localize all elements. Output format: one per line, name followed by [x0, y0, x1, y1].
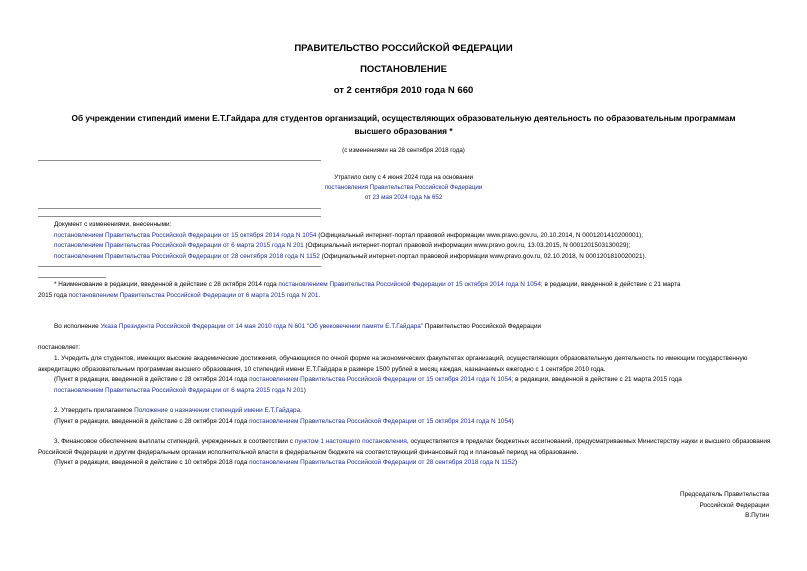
org-name: ПРАВИТЕЛЬСТВО РОССИЙСКОЙ ФЕДЕРАЦИИ [294, 43, 513, 54]
amendment-link[interactable]: постановлением Правительства Российской Федерации от 28 сентября 2018 года N 1152 [54, 252, 320, 260]
footnote-divider [38, 277, 106, 278]
amendment-source: (Официальный интернет-портал правовой информации www.pravo.gov.ru, 13.03.2015, N 0001201503130029); [303, 242, 631, 250]
item-3-text: 3. Финансовое обеспечение выплаты стипендий, учрежденных в соответствии с [54, 438, 295, 445]
signature-title: Председатель Правительства [680, 491, 769, 498]
footnote-text: ; в редакции, введенной в действие с 21 марта [540, 281, 681, 288]
signature-name: В.Путин [745, 512, 769, 519]
note-link[interactable]: постановлением Правительства Российской Федерации от 6 марта 2015 года N 201 [54, 386, 304, 394]
item-1-text: 1. Учредить для студентов, имеющих высокие академические достижения, обучающихся по очной форме на экономических факультетах организаций, осуществляющих образовательную деятельность по имеющим государственную аккредитацию образовательным программам высшего образования, 10 стипендий имени Е.Т.Гайдара в размере 1500 рублей в месяц каждая, назначаемых ежегодно с 1 сентября 2010 года. [38, 355, 748, 373]
divider [38, 216, 321, 217]
note-text: ) [514, 459, 518, 467]
note-text: ; в редакции, введенной в действие с 21 марта 2015 года [511, 376, 682, 384]
signature-org: Российской Федерации [699, 501, 769, 509]
divider [38, 266, 321, 267]
note-link[interactable]: постановлением Правительства Российской Федерации от 28 сентября 2018 года N 1152 [249, 459, 515, 467]
preamble [38, 322, 773, 333]
doc-type: ПОСТАНОВЛЕНИЕ [360, 64, 447, 75]
footnote-text: . [318, 291, 321, 299]
item-2-text: . [300, 407, 302, 414]
note-link[interactable]: постановлением Правительства Российской Федерации от 15 октября 2014 года N 1054 [249, 376, 512, 384]
regulation-link[interactable]: Положение о назначении стипендий имени Е.Т.Гайдара [134, 407, 301, 414]
preamble-text: Правительство Российской Федерации [423, 323, 542, 330]
item-2-text: 2. Утвердить прилагаемое [54, 407, 135, 414]
doc-title-line2: высшего образования * [354, 126, 453, 136]
item-1 [38, 354, 773, 396]
changes-note: (с изменениями на 28 сентября 2018 года) [342, 147, 465, 154]
amendments-list [54, 220, 774, 262]
note-text: (Пункт в редакции, введенной в действие с 28 октября 2014 года [54, 376, 250, 384]
divider [38, 208, 321, 209]
amendment-source: (Официальный интернет-портал правовой информации www.pravo.gov.ru, 20.10.2014, N 0001201410200001); [316, 231, 644, 239]
amendment-link[interactable]: постановлением Правительства Российской Федерации от 6 марта 2015 года N 201 [54, 242, 304, 250]
decides: постановляет: [38, 344, 81, 351]
doc-title-line1: Об учреждении стипендий имени Е.Т.Гайдара для студентов организаций, осуществляющих образовательную деятельность по образовательным программам [71, 113, 736, 123]
doc-date-number: от 2 сентября 2010 года N 660 [333, 85, 474, 96]
amendment-item [54, 231, 774, 242]
amendment-source: (Официальный интернет-портал правовой информации www.pravo.gov.ru, 02.10.2018, N 0001201810020021). [319, 252, 647, 260]
amendments-intro: Документ с изменениями, внесенными: [54, 221, 172, 228]
divider [38, 160, 321, 161]
footnote-text: * Наименование в редакции, введенной в действие с 28 октября 2014 года [54, 281, 279, 288]
preamble-text: Во исполнение [54, 323, 101, 330]
item-1-ref-link[interactable]: пунктом 1 настоящего постановления [294, 438, 407, 445]
decree-link[interactable]: Указа Президента Российской Федерации от 14 мая 2010 года N 601 "Об увековечении памяти Е.Т.Гайдара" [100, 323, 424, 330]
amendment-link[interactable]: постановлением Правительства Российской Федерации от 15 октября 2014 года N 1054 [54, 231, 317, 239]
amendment-item [54, 241, 774, 252]
note-text: (Пункт в редакции, введенной в действие с 28 октября 2014 года [54, 417, 250, 425]
amendment-item [54, 252, 774, 263]
expired-link-line2[interactable]: от 23 мая 2024 года № 652 [364, 194, 443, 201]
item-1-note [38, 375, 773, 386]
signature [680, 490, 769, 522]
footnote [38, 280, 773, 301]
note-text: ) [511, 417, 514, 425]
footnote-link[interactable]: постановлением Правительства Российской Федерации от 15 октября 2014 года N 1054 [278, 281, 541, 288]
item-2 [38, 406, 773, 427]
item-3 [38, 437, 773, 469]
expired-text: Утратило силу с 4 июня 2024 года на основании [334, 174, 473, 181]
note-text: ) [303, 386, 306, 394]
item-1-note-cont [38, 386, 773, 397]
note-link[interactable]: постановлением Правительства Российской Федерации от 15 октября 2014 года N 1054 [249, 417, 512, 425]
footnote-text: 2015 года [38, 291, 69, 299]
expired-link-line1[interactable]: постановления Правительства Российской Федерации [324, 184, 483, 191]
item-3-text: , осуществляется в пределах бюджетных ассигнований, предусматриваемых Министерству науки и высшего образования Российской Федерации и другим федеральным органам исполнительной власти в федеральном бюджете на соответствующий финансовый год и плановый период на образование. [38, 438, 771, 456]
footnote-link[interactable]: постановлением Правительства Российской Федерации от 6 марта 2015 года N 201 [68, 291, 319, 299]
note-text: (Пункт в редакции, введенной в действие с 10 октября 2018 года [54, 459, 250, 467]
